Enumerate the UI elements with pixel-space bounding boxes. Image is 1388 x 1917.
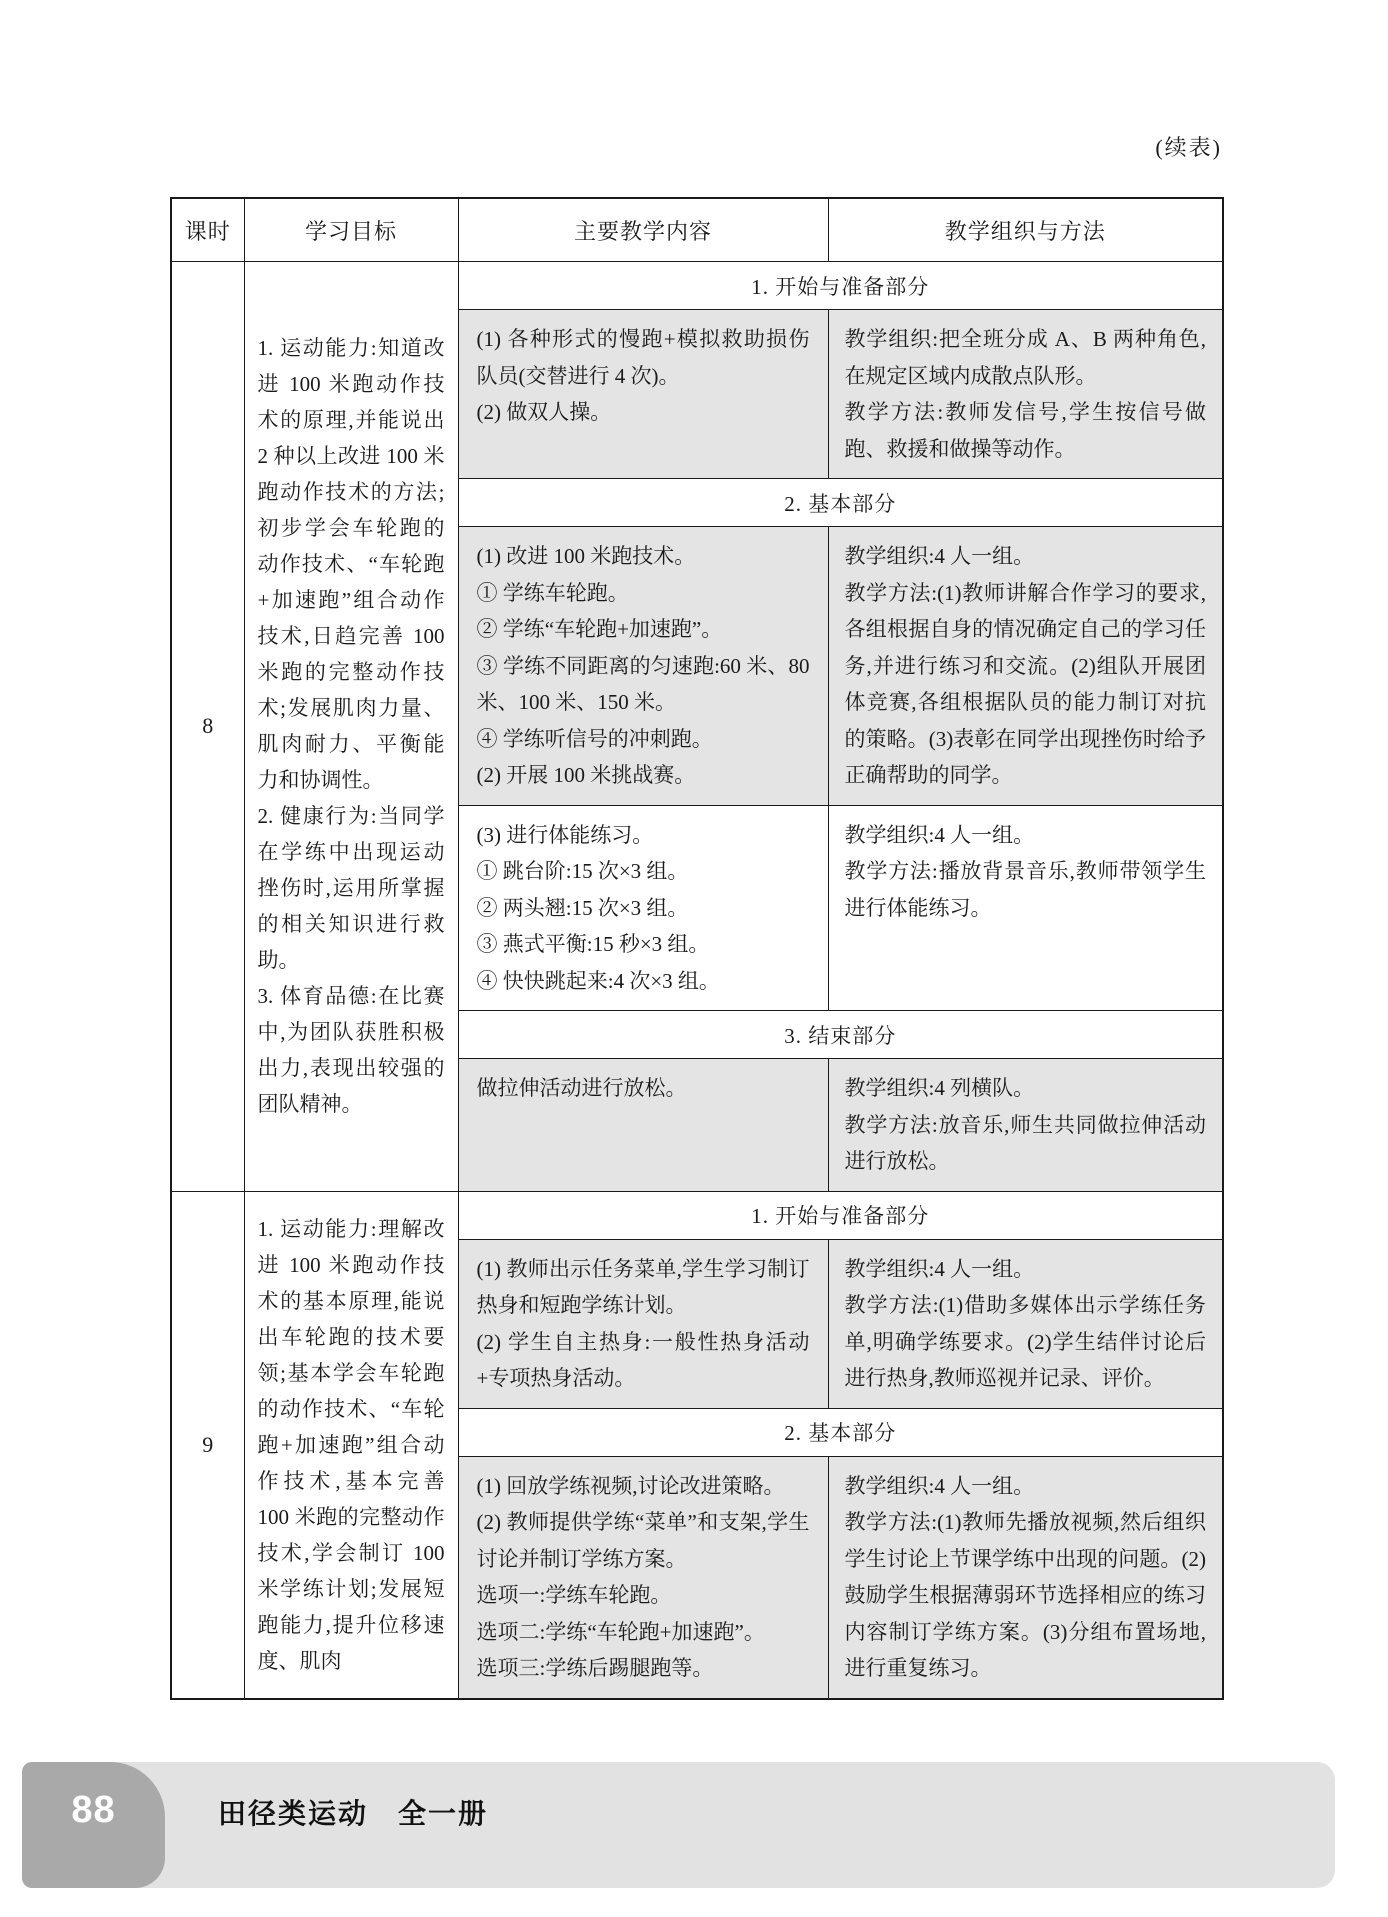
period-cell: 9 <box>171 1191 244 1699</box>
section-title-cell: 3. 结束部分 <box>458 1011 1223 1059</box>
content-line: 选项一:学练车轮跑。 <box>476 1583 672 1607</box>
content-line: (3) 进行体能练习。 <box>476 822 654 847</box>
content-cell <box>458 805 828 1011</box>
methods-paragraph: 教学组织:把全班分成 A、B 两种角色,在规定区域内成散点队形。 <box>844 327 1206 388</box>
section-title-row <box>171 262 1223 310</box>
page-number: 88 <box>71 1788 116 1831</box>
content-line: (1) 教师出示任务菜单,学生学习制订热身和短跑学练计划。 <box>476 1256 810 1317</box>
methods-paragraph: 教学方法:(1)教师讲解合作学习的要求,各组根据自身的情况确定自己的学习任务,并进行练习和交流。(2)组队开展团体竞赛,各组根据队员的能力制订对抗的策略。(3)表彰在同学出现挫伤时给予正确帮助的同学。 <box>844 580 1206 787</box>
section-title-row <box>171 1191 1223 1239</box>
content-line: ④ 快快跳起来:4 次×3 组。 <box>476 968 720 993</box>
content-line: ② 两头翘:15 次×3 组。 <box>476 895 689 920</box>
content-line: (2) 教师提供学练“菜单”和支架,学生讨论并制订学练方案。 <box>476 1510 810 1571</box>
content-line: ③ 学练不同距离的匀速跑:60 米、80 米、100 米、150 米。 <box>476 653 810 714</box>
content-cell <box>458 1239 828 1408</box>
lesson-plan-table-body <box>171 262 1223 1699</box>
content-cell <box>458 527 828 806</box>
section-title-cell: 1. 开始与准备部分 <box>458 262 1223 310</box>
period-cell: 8 <box>171 262 244 1192</box>
methods-paragraph: 教学组织:4 人一组。 <box>844 544 1035 568</box>
methods-paragraph: 教学组织:4 人一组。 <box>844 822 1035 847</box>
content-cell <box>458 310 828 479</box>
methods-paragraph: 教学组织:4 列横队。 <box>844 1076 1035 1100</box>
content-line: (2) 做双人操。 <box>476 400 612 424</box>
column-header-methods: 教学组织与方法 <box>828 198 1223 262</box>
continued-table-label: (续表) <box>1155 135 1222 160</box>
content-line: 选项三:学练后踢腿跑等。 <box>476 1656 714 1680</box>
methods-cell <box>828 310 1223 479</box>
column-header-period: 课时 <box>171 198 244 262</box>
content-cell <box>458 1456 828 1699</box>
content-line: (2) 学生自主热身:一般性热身活动+专项热身活动。 <box>476 1329 810 1390</box>
methods-paragraph: 教学方法:教师发信号,学生按信号做跑、救援和做操等动作。 <box>844 400 1206 461</box>
methods-paragraph: 教学组织:4 人一组。 <box>844 1256 1035 1281</box>
footer-band <box>22 1762 1335 1888</box>
methods-paragraph: 教学方法:(1)教师先播放视频,然后组织学生讨论上节课学练中出现的问题。(2)鼓励学生根据薄弱环节选择相应的练习内容制订学练方案。(3)分组布置场地,进行重复练习。 <box>844 1510 1206 1680</box>
section-title-cell: 2. 基本部分 <box>458 479 1223 527</box>
lesson-plan-table <box>170 197 1224 1700</box>
section-title-cell: 1. 开始与准备部分 <box>458 1191 1223 1239</box>
methods-paragraph: 教学方法:(1)借助多媒体出示学练任务单,明确学练要求。(2)学生结伴讨论后进行热身,教师巡视并记录、评价。 <box>844 1293 1206 1390</box>
content-line: (1) 回放学练视频,讨论改进策略。 <box>476 1473 785 1498</box>
objective-paragraph: 1. 运动能力:理解改进 100 米跑动作技术的基本原理,能说出车轮跑的技术要领;基本学会车轮跑的动作技术、“车轮跑+加速跑”组合动作技术,基本完善 100 米跑的完整动作技术,学会制订 100 米学练计划;发展短跑能力,提升位移速度、肌肉 <box>257 1216 445 1673</box>
book-title: 田径类运动 全一册 <box>218 1798 489 1829</box>
objective-paragraph: 3. 体育品德:在比赛中,为团队获胜积极出力,表现出较强的团队精神。 <box>257 984 445 1117</box>
content-line: 选项二:学练“车轮跑+加速跑”。 <box>476 1619 765 1644</box>
objective-paragraph: 1. 运动能力:知道改进 100 米跑动作技术的原理,并能说出 2 种以上改进 100 米跑动作技术的方法;初步学会车轮跑的动作技术、“车轮跑+加速跑”组合动作技术,日趋完善 100 米跑的完整动作技术;发展肌肉力量、肌肉耐力、平衡能力和协调性。 <box>257 336 445 793</box>
methods-paragraph: 教学方法:播放背景音乐,教师带领学生进行体能练习。 <box>844 859 1206 920</box>
methods-paragraph: 教学组织:4 人一组。 <box>844 1473 1035 1498</box>
content-line: (2) 开展 100 米挑战赛。 <box>476 763 696 787</box>
methods-paragraph: 教学方法:放音乐,师生共同做拉伸活动进行放松。 <box>844 1112 1206 1173</box>
methods-cell <box>828 1059 1223 1192</box>
content-line: ① 学练车轮跑。 <box>476 580 629 605</box>
page-number-badge <box>22 1762 165 1888</box>
content-line: (1) 改进 100 米跑技术。 <box>476 544 696 568</box>
objective-paragraph: 2. 健康行为:当同学在学练中出现运动挫伤时,运用所掌握的相关知识进行救助。 <box>257 804 445 973</box>
content-line: 做拉伸活动进行放松。 <box>476 1076 687 1100</box>
methods-cell <box>828 1456 1223 1699</box>
content-line: (1) 各种形式的慢跑+模拟救助损伤队员(交替进行 4 次)。 <box>476 327 810 388</box>
objectives-cell <box>244 1191 458 1699</box>
content-cell <box>458 1059 828 1192</box>
column-header-content: 主要教学内容 <box>458 198 828 262</box>
content-line: ① 跳台阶:15 次×3 组。 <box>476 859 689 883</box>
content-line: ④ 学练听信号的冲刺跑。 <box>476 726 713 751</box>
section-title-cell: 2. 基本部分 <box>458 1408 1223 1456</box>
methods-cell <box>828 527 1223 806</box>
content-line: ③ 燕式平衡:15 秒×3 组。 <box>476 932 710 956</box>
objectives-cell <box>244 262 458 1192</box>
methods-cell <box>828 1239 1223 1408</box>
content-line: ② 学练“车轮跑+加速跑”。 <box>476 617 723 641</box>
table-header-row <box>171 198 1223 262</box>
column-header-objectives: 学习目标 <box>244 198 458 262</box>
methods-cell <box>828 805 1223 1011</box>
